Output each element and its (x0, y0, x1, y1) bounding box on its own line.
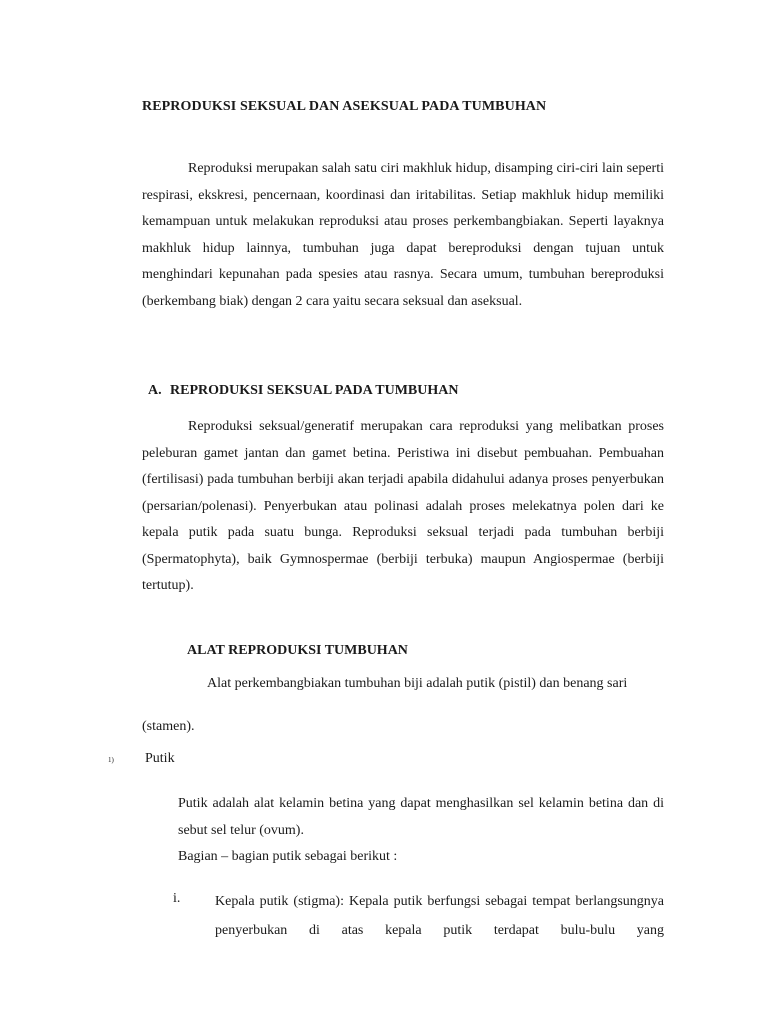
list-item-number: i. (173, 891, 181, 906)
document-title: REPRODUKSI SEKSUAL DAN ASEKSUAL PADA TUMBUHAN (142, 99, 547, 114)
list-item-text: Kepala putik (stigma): Kepala putik berfungsi sebagai tempat berlangsungnya penyerbukan di atas kepala putik terdapat bulu-bulu yang (215, 894, 664, 938)
section-a-number: A. (148, 383, 162, 398)
section-a-paragraph: Reproduksi seksual/generatif merupakan cara reproduksi yang melibatkan proses peleburan gamet jantan dan gamet betina. Peristiwa ini disebut pembuahan. Pembuahan (fertilisasi) pada tumbuhan berbiji akan terjadi apabila didahului adanya proses penyerbukan (persarian/polenasi). Penyerbukan atau polinasi adalah proses melekatnya polen dari ke kepala putik pada suatu bunga. Reproduksi seksual terjadi pada tumbuhan berbiji (Spermatophyta), baik Gymnospermae (berbiji terbuka) maupun Angiospermae (berbiji tertutup). (142, 419, 664, 593)
intro-paragraph: Reproduksi merupakan salah satu ciri makhluk hidup, disamping ciri-ciri lain seperti respirasi, ekskresi, pencernaan, koordinasi dan iritabilitas. Setiap makhluk hidup memiliki kemampuan untuk melakukan reproduksi atau proses perkembangbiakan. Seperti layaknya makhluk hidup lainnya, tumbuhan juga dapat bereproduksi dengan tujuan untuk menghindari kepunahan pada spesies atau rasnya. Secara umum, tumbuhan bereproduksi (berkembang biak) dengan 2 cara yaitu secara seksual dan aseksual. (142, 161, 664, 309)
putik-parts-intro: Bagian – bagian putik sebagai berikut : (178, 849, 398, 864)
putik-label: Putik (145, 751, 175, 766)
putik-list-marker: 1) (108, 756, 114, 764)
putik-paragraph: Putik adalah alat kelamin betina yang dapat menghasilkan sel kelamin betina dan di sebut sel telur (ovum). (178, 796, 664, 838)
alat-heading: ALAT REPRODUKSI TUMBUHAN (187, 643, 408, 658)
alat-line-2: (stamen). (142, 719, 195, 734)
section-a-heading (148, 383, 458, 399)
alat-line-1: Alat perkembangbiakan tumbuhan biji adalah putik (pistil) dan benang sari (207, 676, 628, 691)
section-a-heading-text: REPRODUKSI SEKSUAL PADA TUMBUHAN (170, 383, 459, 398)
